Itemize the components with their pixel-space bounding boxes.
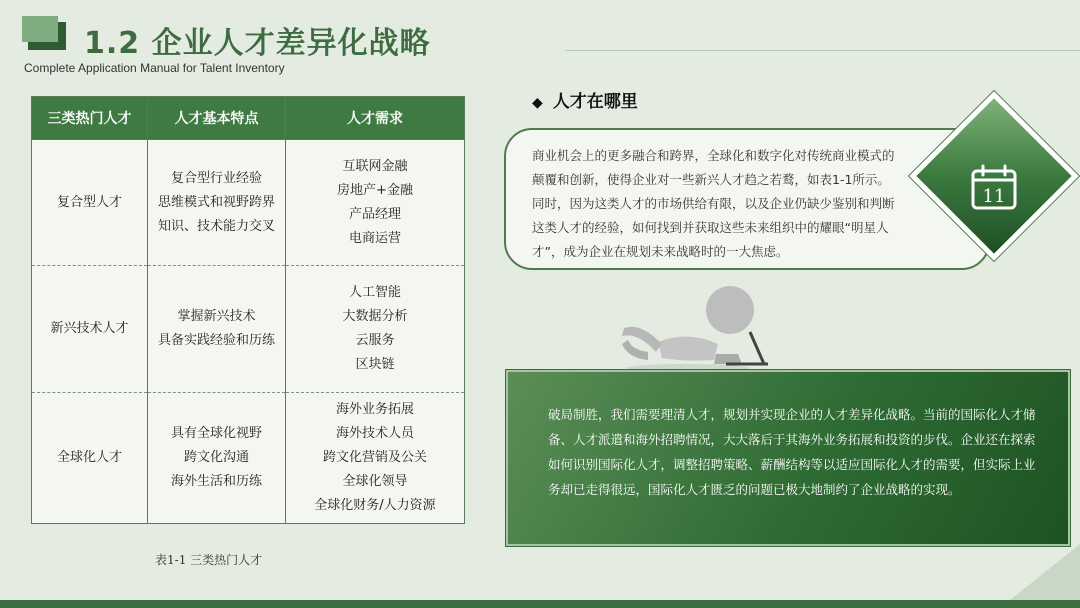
- needs-cell: [286, 140, 465, 266]
- person-with-laptop-illustration: [618, 282, 778, 372]
- need-item: 跨文化营销及公关: [322, 450, 427, 465]
- talent-table: [31, 96, 465, 524]
- section-heading: [532, 87, 638, 112]
- traits-cell: [148, 140, 286, 266]
- page-subtitle: Complete Application Manual for Talent Inventory: [24, 61, 285, 75]
- column-header: 人才需求: [286, 97, 465, 140]
- talent-location-paragraph: 商业机会上的更多融合和跨界，全球化和数字化对传统商业模式的颠覆和创新，使得企业对一些新兴人才趋之若鹜，如表1-1所示。同时，因为这类人才的市场供给有限，以及企业仍缺少鉴别和判断这类人才的经验，如何找到并获取这些未来组织中的耀眼“明星人才”，成为企业在规划未来战略时的一大焦虑。: [532, 148, 895, 259]
- trait-item: 复合型行业经验: [170, 170, 262, 186]
- talent-type-cell: 新兴技术人才: [32, 266, 148, 393]
- header-divider: [565, 50, 1080, 51]
- need-item: 互联网金融: [342, 158, 408, 174]
- trait-item: 掌握新兴技术: [177, 309, 256, 324]
- need-item: 电商运营: [348, 230, 401, 246]
- column-header: 人才基本特点: [148, 97, 286, 140]
- talent-type-cell: 全球化人才: [32, 393, 148, 524]
- logo-front-square: [22, 16, 58, 42]
- need-item: 房地产+金融: [337, 182, 413, 198]
- needs-cell: [286, 393, 465, 524]
- table-header-row: [32, 97, 465, 140]
- corner-decoration: [1010, 544, 1080, 600]
- need-item: 云服务: [355, 333, 395, 348]
- table-caption: 表1-1 三类热门人才: [155, 553, 263, 567]
- traits-cell: [148, 393, 286, 524]
- page-title: 1.2 企业人才差异化战略: [84, 26, 431, 61]
- calendar-icon: [969, 164, 1019, 212]
- need-item: 人工智能: [348, 285, 401, 300]
- need-item: 全球化领导: [342, 474, 408, 489]
- diamond-bullet-icon: ◆: [532, 95, 543, 111]
- trait-item: 具备实践经验和历练: [157, 333, 275, 348]
- need-item: 全球化财务/人力资源: [314, 498, 436, 513]
- need-item: 区块链: [355, 357, 395, 372]
- table-row: [32, 393, 465, 524]
- need-item: 海外技术人员: [335, 426, 414, 441]
- needs-cell: [286, 266, 465, 393]
- table-row: [32, 266, 465, 393]
- trait-item: 具有全球化视野: [170, 426, 262, 441]
- trait-item: 海外生活和历练: [170, 474, 262, 489]
- trait-item: 跨文化沟通: [183, 450, 249, 465]
- section-heading-text: 人才在哪里: [552, 92, 638, 112]
- need-item: 大数据分析: [342, 309, 408, 324]
- breakthrough-textbox: [506, 370, 1070, 546]
- bottom-bar: [0, 600, 1080, 608]
- column-header: 三类热门人才: [32, 97, 148, 140]
- talent-location-textbox: [504, 128, 990, 270]
- calendar-number: 11: [982, 186, 1006, 207]
- table-row: [32, 140, 465, 266]
- need-item: 产品经理: [348, 206, 401, 222]
- trait-item: 知识、技术能力交叉: [157, 218, 275, 234]
- need-item: 海外业务拓展: [335, 402, 414, 417]
- traits-cell: [148, 266, 286, 393]
- talent-type-cell: 复合型人才: [32, 140, 148, 266]
- breakthrough-paragraph: 破局制胜，我们需要理清人才，规划并实现企业的人才差异化战略。当前的国际化人才储备、人才派遣和海外招聘情况，大大落后于其海外业务拓展和投资的步伐。企业还在探索如何识别国际化人才，调整招聘策略、薪酬结构等以适应国际化人才的需要，但实际上业务却已走得很远，国际化人才匮乏的问题已极大地制约了企业战略的实现。: [548, 407, 1036, 497]
- logo-block: [22, 16, 66, 50]
- trait-item: 思维模式和视野跨界: [157, 194, 275, 210]
